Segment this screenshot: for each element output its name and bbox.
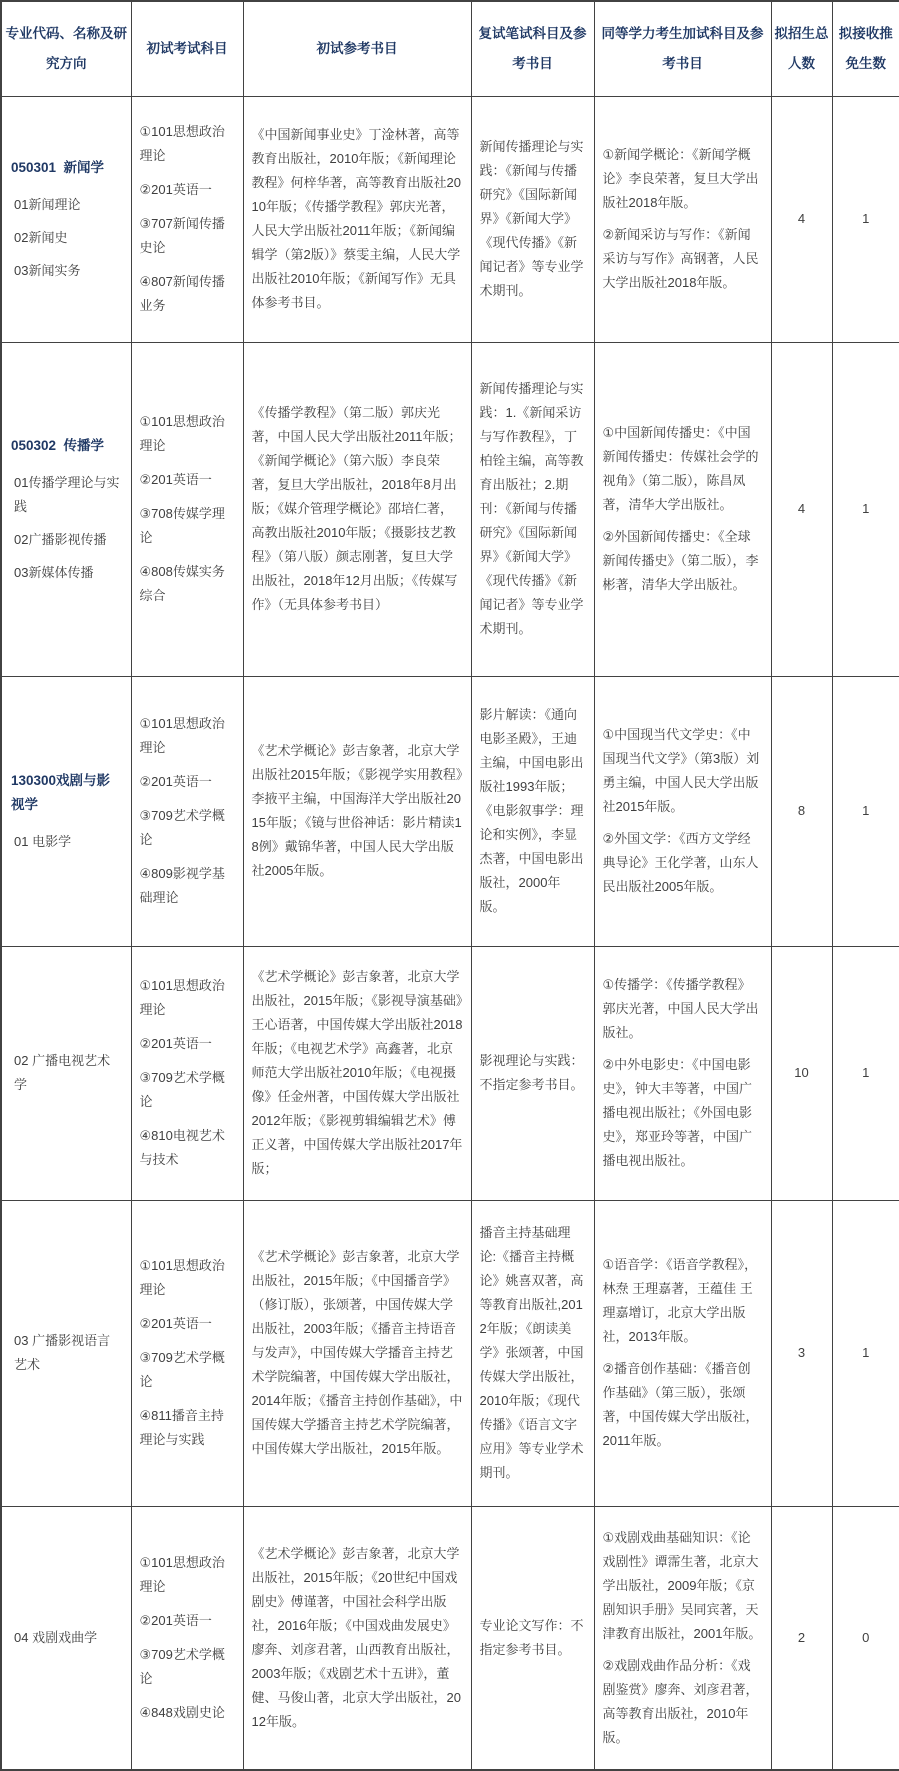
initial-refs-text: 《艺术学概论》彭吉象著，北京大学出版社2015年版；《影视学实用教程》李掖平主编，中国海洋大学出版社2015年版；《镜与世俗神话：影片精读18例》戴锦华著，中国人民大学出版社2005年版。 — [251, 742, 463, 879]
exam-subjects-cell — [131, 1506, 243, 1770]
exam-subject: ③709艺术学概论 — [139, 1349, 225, 1390]
exam-subject: ③707新闻传播史论 — [139, 215, 225, 256]
additional-item: ②外国新闻传播史：《全球新闻传播史》（第二版），李彬著，清华大学出版社。 — [602, 529, 759, 593]
initial-refs-cell — [243, 946, 471, 1200]
program-direction: 04 戏剧戏曲学 — [14, 1629, 98, 1645]
exam-subject: ②201英语一 — [139, 1035, 212, 1051]
exam-subject: ④848戏剧史论 — [139, 1704, 225, 1720]
retest-text: 新闻传播理论与实践：1.《新闻采访与写作教程》，丁柏铨主编，高等教育出版社；2.期刊：《新闻与传播研究》《国际新闻界》《新闻大学》《现代传播》《新闻记者》等专业学术期刊。 — [479, 380, 584, 637]
col-header-total-enrollment: 拟招生总人数 — [771, 1, 832, 96]
program-cell — [1, 946, 131, 1200]
exam-subject: ①101思想政治理论 — [139, 413, 225, 453]
retest-cell — [471, 946, 594, 1200]
retest-cell — [471, 96, 594, 342]
retest-text: 播音主持基础理论:《播音主持概论》姚喜双著，高等教育出版社,2012年版；《朗读美学》张颂著，中国传媒大学出版社，2010年版；《现代传播》《语言文字应用》等专业学术期刊。 — [479, 1224, 584, 1481]
exam-subject: ④811播音主持理论与实践 — [139, 1408, 224, 1448]
additional-item: ②戏剧戏曲作品分析：《戏剧鉴赏》廖奔、刘彦君著，高等教育出版社，2010年版。 — [602, 1657, 759, 1745]
initial-refs-cell — [243, 676, 471, 946]
additional-cell — [594, 1506, 771, 1770]
exam-subject: ④810电视艺术与技术 — [139, 1128, 225, 1168]
program-direction: 03新闻实务 — [14, 263, 81, 278]
program-direction: 01 电影学 — [14, 834, 72, 850]
additional-item: ①戏剧戏曲基础知识：《论戏剧性》谭霈生著，北京大学出版社，2009年版；《京剧知识手册》吴同宾著，天津教育出版社，2001年版。 — [602, 1529, 762, 1641]
program-direction: 02 广播电视艺术学 — [14, 1052, 111, 1092]
additional-cell — [594, 96, 771, 342]
exam-subject: ③709艺术学概论 — [139, 807, 225, 848]
program-code: 050302 传播学 — [11, 437, 105, 453]
initial-refs-cell — [243, 96, 471, 342]
retest-cell — [471, 342, 594, 676]
col-header-initial-refs: 初试参考书目 — [243, 1, 471, 96]
retest-text: 影视理论与实践：不指定参考书目。 — [479, 1052, 584, 1092]
additional-item: ①中国现当代文学史：《中国现当代文学》（第3版）刘勇主编，中国人民大学出版社2015年版。 — [602, 726, 760, 814]
program-cell — [1, 342, 131, 676]
additional-cell — [594, 946, 771, 1200]
program-cell — [1, 1200, 131, 1506]
exam-subject: ③709艺术学概论 — [139, 1069, 225, 1110]
program-code: 130300戏剧与影视学 — [11, 772, 111, 813]
recommended-exempt-cell: 1 — [832, 1200, 899, 1506]
program-direction: 01传播学理论与实践 — [14, 474, 120, 514]
table-body — [1, 96, 899, 1770]
total-enrollment-cell: 4 — [771, 342, 832, 676]
exam-subject: ①101思想政治理论 — [139, 1257, 225, 1297]
retest-cell — [471, 676, 594, 946]
retest-cell — [471, 1506, 594, 1770]
table-row — [1, 342, 899, 676]
table-row — [1, 96, 899, 342]
program-code: 050301 新闻学 — [11, 159, 105, 175]
total-enrollment-cell: 3 — [771, 1200, 832, 1506]
retest-text: 专业论文写作：不指定参考书目。 — [479, 1617, 584, 1657]
col-header-recommended: 拟接收推免生数 — [832, 1, 899, 96]
additional-cell — [594, 342, 771, 676]
total-enrollment-cell: 10 — [771, 946, 832, 1200]
program-cell — [1, 676, 131, 946]
initial-refs-text: 《传播学教程》（第二版）郭庆光著，中国人民大学出版社2011年版；《新闻学概论》（第六版）李良荣著，复旦大学出版社，2018年8月出版；《媒介管理学概论》邵培仁著，高教出版社2010年版；《摄影技艺教程》（第八版）颜志刚著，复旦大学出版社，2018年12月出版；《传媒写作》（无具体参考书目） — [251, 404, 462, 613]
initial-refs-cell — [243, 342, 471, 676]
total-enrollment-cell: 2 — [771, 1506, 832, 1770]
additional-item: ①中国新闻传播史：《中国新闻传播史：传媒社会学的视角》（第二版），陈昌凤著，清华大学出版社。 — [602, 424, 759, 512]
table-row — [1, 1506, 899, 1770]
program-direction: 03 广播影视语言艺术 — [14, 1332, 111, 1372]
additional-item: ①新闻学概论：《新闻学概论》李良荣著，复旦大学出版社2018年版。 — [602, 146, 759, 210]
initial-refs-text: 《艺术学概论》彭吉象著，北京大学出版社，2015年版；《影视导演基础》王心语著，中国传媒大学出版社2018年版；《电视艺术学》高鑫著，北京师范大学出版社2010年版；《电视摄像》任金州著，中国传媒大学出版社2012年版；《影视剪辑编辑艺术》傅正义著，中国传媒大学出版社2017年版； — [251, 968, 463, 1177]
table-row — [1, 946, 899, 1200]
additional-item: ②外国文学：《西方文学经典导论》王化学著，山东人民出版社2005年版。 — [602, 831, 759, 895]
total-enrollment-cell: 8 — [771, 676, 832, 946]
total-enrollment-cell: 4 — [771, 96, 832, 342]
initial-refs-cell — [243, 1506, 471, 1770]
exam-subject: ①101思想政治理论 — [139, 977, 225, 1017]
program-direction: 03新媒体传播 — [14, 565, 94, 581]
exam-subject: ③709艺术学概论 — [139, 1646, 225, 1686]
initial-refs-text: 《艺术学概论》彭吉象著，北京大学出版社，2015年版；《中国播音学》（修订版），张颂著，中国传媒大学出版社，2003年版；《播音主持语音与发声》，中国传媒大学播音主持艺术学院编著，中国传媒大学出版社，2014年版；《播音主持创作基础》，中国传媒大学播音主持艺术学院编著，中国传媒大学出版社，2015年版。 — [251, 1248, 463, 1457]
retest-cell — [471, 1200, 594, 1506]
exam-subject: ③708传媒学理论 — [139, 505, 225, 546]
initial-refs-cell — [243, 1200, 471, 1506]
recommended-exempt-cell: 1 — [832, 676, 899, 946]
exam-subject: ④809影视学基础理论 — [139, 866, 225, 906]
program-direction: 02新闻史 — [14, 229, 68, 245]
exam-subject: ②201英语一 — [139, 1315, 212, 1331]
exam-subject: ②201英语一 — [139, 471, 212, 487]
retest-text: 新闻传播理论与实践：《新闻与传播研究》《国际新闻界》《新闻大学》《现代传播》《新闻记者》等专业学术期刊。 — [479, 138, 584, 299]
exam-subject: ①101思想政治理论 — [139, 1554, 225, 1594]
table-row — [1, 1200, 899, 1506]
col-header-exam-subjects: 初试考试科目 — [131, 1, 243, 96]
exam-subjects-cell — [131, 946, 243, 1200]
exam-subject: ①101思想政治理论 — [139, 715, 225, 755]
exam-subjects-cell — [131, 342, 243, 676]
exam-subjects-cell — [131, 1200, 243, 1506]
recommended-exempt-cell: 0 — [832, 1506, 899, 1770]
additional-item: ②中外电影史：《中国电影史》，钟大丰等著，中国广播电视出版社；《外国电影史》，郑亚玲等著，中国广播电视出版社。 — [602, 1056, 753, 1169]
header-row — [1, 1, 899, 96]
exam-subject: ④808传媒实务综合 — [139, 564, 225, 604]
recommended-exempt-cell: 1 — [832, 946, 899, 1200]
initial-refs-text: 《中国新闻事业史》丁淦林著，高等教育出版社，2010年版；《新闻理论教程》何梓华著，高等教育出版社2010年版；《传播学教程》郭庆光著，人民大学出版社2011年版；《新闻编辑学（第2版）》蔡雯主编，人民大学出版社2010年版；《新闻写作》无具体参考书目。 — [251, 126, 461, 311]
exam-subject: ②201英语一 — [139, 1612, 212, 1628]
exam-subjects-cell — [131, 96, 243, 342]
recommended-exempt-cell: 1 — [832, 96, 899, 342]
exam-subject: ④807新闻传播业务 — [139, 274, 225, 314]
program-direction: 02广播影视传播 — [14, 531, 107, 547]
additional-item: ①传播学：《传播学教程》郭庆光著，中国人民大学出版社。 — [602, 976, 759, 1040]
additional-item: ②新闻采访与写作：《新闻采访与写作》高钢著，人民大学出版社2018年版。 — [602, 227, 759, 291]
col-header-additional: 同等学力考生加试科目及参考书目 — [594, 1, 771, 96]
table-row — [1, 676, 899, 946]
exam-subject: ①101思想政治理论 — [139, 123, 225, 163]
col-header-program: 专业代码、名称及研究方向 — [1, 1, 131, 96]
program-cell — [1, 96, 131, 342]
program-direction: 01新闻理论 — [14, 196, 81, 212]
additional-cell — [594, 676, 771, 946]
exam-subject: ②201英语一 — [139, 181, 212, 197]
recommended-exempt-cell: 1 — [832, 342, 899, 676]
additional-cell — [594, 1200, 771, 1506]
exam-subjects-cell — [131, 676, 243, 946]
additional-item: ②播音创作基础：《播音创作基础》（第三版），张颂著，中国传媒大学出版社，2011年版。 — [602, 1361, 759, 1449]
program-cell — [1, 1506, 131, 1770]
exam-subject: ②201英语一 — [139, 773, 212, 789]
initial-refs-text: 《艺术学概论》彭吉象著，北京大学出版社，2015年版；《20世纪中国戏剧史》傅谨著，中国社会科学出版社，2016年版；《中国戏曲发展史》廖奔、刘彦君著，山西教育出版社，2003年版；《戏剧艺术十五讲》，董健、马俊山著，北京大学出版社，2012年版。 — [251, 1545, 461, 1729]
additional-item: ①语音学：《语音学教程》，林焘 王理嘉著，王蕴佳 王理嘉增订，北京大学出版社，2013年版。 — [602, 1256, 758, 1344]
retest-text: 影片解读：《通向电影圣殿》，王迪主编，中国电影出版社1993年版；《电影叙事学：理论和实例》，李显杰著，中国电影出版社，2000年版。 — [479, 706, 584, 915]
col-header-retest: 复试笔试科目及参考书目 — [471, 1, 594, 96]
